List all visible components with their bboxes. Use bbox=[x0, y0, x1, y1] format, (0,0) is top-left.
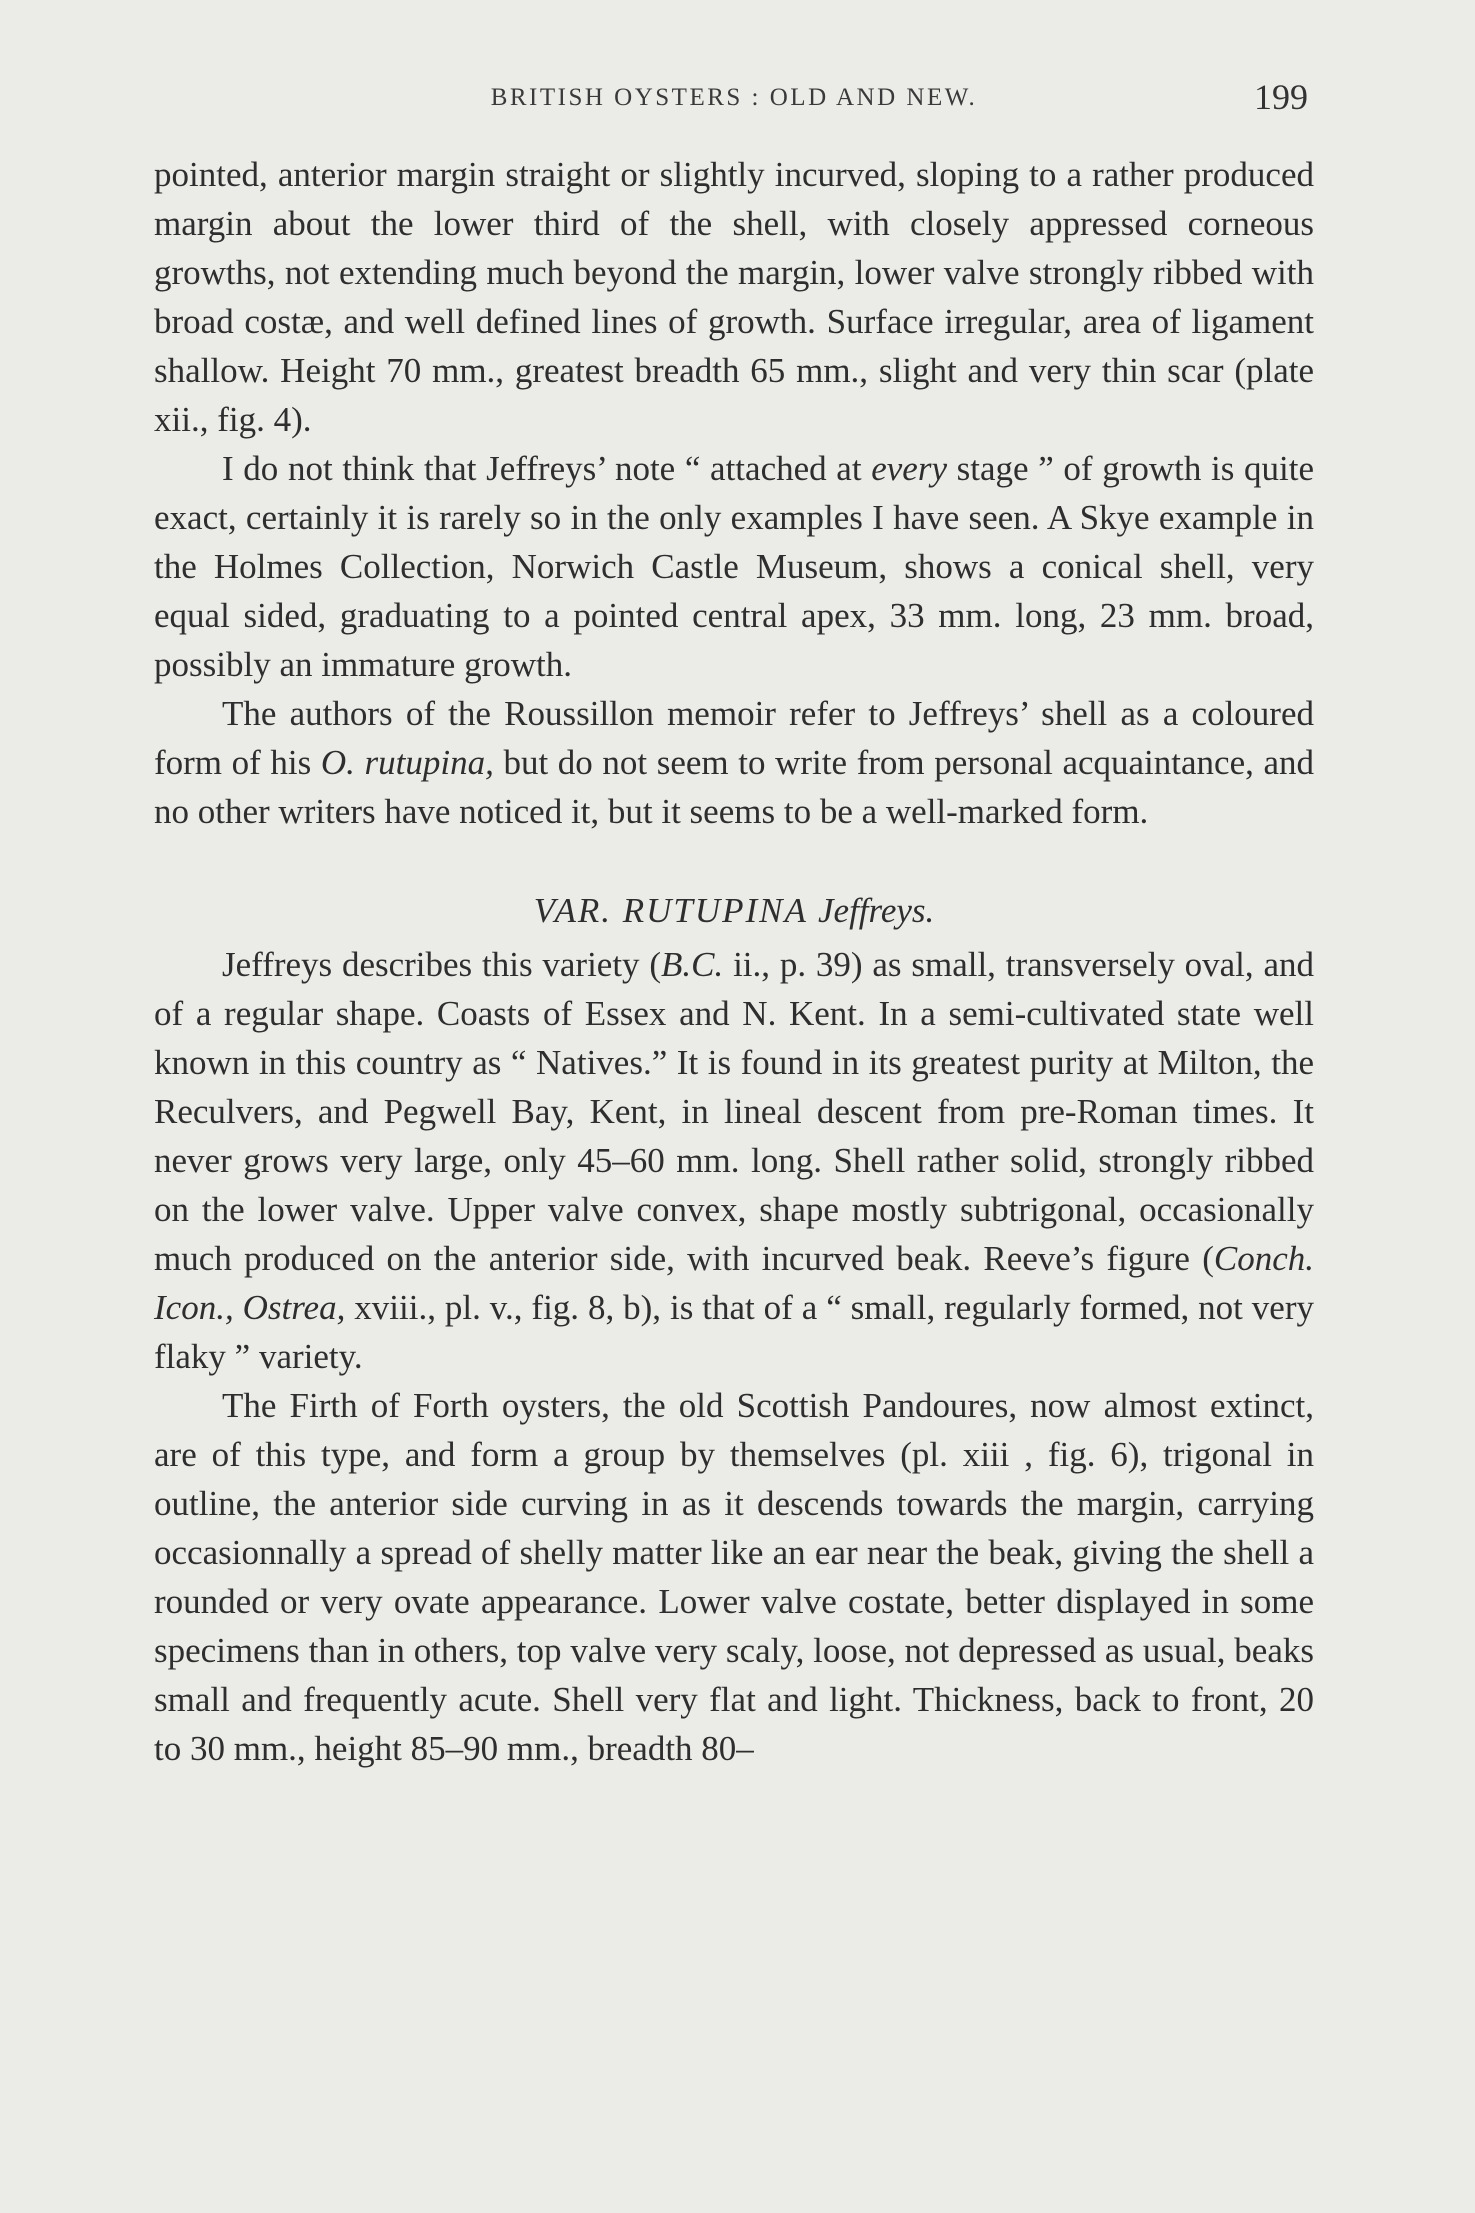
text-run: but do not seem to write from personal acquaintance, and no other writers have noticed it, but it seems to be a well-marked form. bbox=[154, 743, 1314, 831]
running-head bbox=[154, 76, 1314, 116]
heading-author: Jeffreys. bbox=[818, 891, 935, 930]
paragraph-jeffreys-note bbox=[154, 444, 1314, 689]
text-run: stage ” of growth is quite exact, certainly it is rarely so in the only examples I have seen. A Skye example in the Holmes Collection, Norwich Castle Museum, shows a conical shell, very equal sided, graduating to a pointed central apex, 33 mm. long, 23 mm. broad, possibly an immature growth. bbox=[154, 449, 1315, 684]
running-title: BRITISH OYSTERS : OLD AND NEW. bbox=[490, 84, 978, 111]
text-run: The authors of the Roussillon memoir refer to Jeffreys’ shell as a coloured form of his bbox=[154, 694, 1314, 782]
paragraph-roussillon bbox=[154, 689, 1314, 836]
emphasis: every bbox=[871, 449, 947, 488]
citation-title: B.C. bbox=[661, 945, 724, 984]
section-heading bbox=[154, 886, 1314, 935]
heading-variety-name: VAR. RUTUPINA bbox=[533, 891, 808, 930]
paragraph-rutupina-description bbox=[154, 940, 1314, 1381]
text-run: I do not think that Jeffreys’ note “ attached at bbox=[222, 449, 872, 488]
citation-title: Conch. Icon., Ostrea, bbox=[154, 1239, 1314, 1327]
paragraph-continued: pointed, anterior margin straight or slightly incurved, sloping to a rather produced margin about the lower third of the shell, with closely appressed corneous growths, not extending much beyond the margin, lower valve strongly ribbed with broad costæ, and well defined lines of growth. Surface irregular, area of ligament shallow. Height 70 mm., greatest breadth 65 mm., slight and very thin scar (plate xii., fig. 4). bbox=[154, 155, 1314, 439]
body-text bbox=[154, 150, 1314, 1773]
text-run: ii., p. 39) as small, transversely oval, and of a regular shape. Coasts of Essex and N. Kent. In a semi-cultivated state well known in this country as “ Natives.” It is found in its greatest purity at Milton, the Reculvers, and Pegwell Bay, Kent, in lineal descent from pre-Roman times. It never grows very large, only 45–60 mm. long. Shell rather solid, strongly ribbed on the lower valve. Upper valve convex, shape mostly subtrigonal, occasionally much produced on the anterior side, with incurved beak. Reeve’s figure ( bbox=[154, 945, 1315, 1278]
paragraph-firth-of-forth: The Firth of Forth oysters, the old Scottish Pandoures, now almost extinct, are of this type, and form a group by themselves (pl. xiii , fig. 6), trigonal in outline, the anterior side curving in as it descends towards the margin, carrying occasionnally a spread of shelly matter like an ear near the beak, giving the shell a rounded or very ovate appearance. Lower valve costate, better displayed in some specimens than in others, top valve very scaly, loose, not depressed as usual, beaks small and frequently acute. Shell very flat and light. Thickness, back to front, 20 to 30 mm., height 85–90 mm., breadth 80– bbox=[154, 1386, 1314, 1768]
species-name: O. rutupina, bbox=[320, 743, 494, 782]
page-number: 199 bbox=[1254, 77, 1308, 117]
text-run: Jeffreys describes this variety ( bbox=[222, 945, 662, 984]
text-run: xviii., pl. v., fig. 8, b), is that of a “ small, regularly formed, not very flaky ” variety. bbox=[154, 1288, 1314, 1376]
